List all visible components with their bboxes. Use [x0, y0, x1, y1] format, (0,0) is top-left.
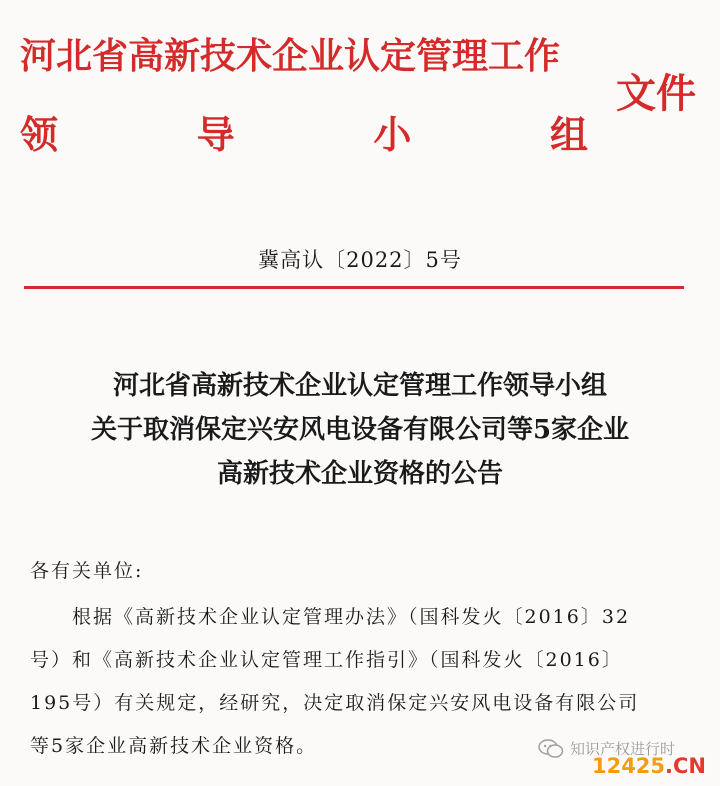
announcement-title [0, 364, 720, 496]
body-line: 195号）有关规定，经研究，决定取消保定兴安风电设备有限公司 [30, 692, 640, 714]
title-line: 高新技术企业资格的公告 [216, 459, 503, 489]
org-char: 导 [196, 113, 235, 157]
watermark-text: 知识产权进行时 [570, 740, 676, 758]
red-divider [24, 286, 684, 289]
issuing-org-line2 [20, 104, 588, 159]
body-line: 根据《高新技术企业认定管理办法》（国科发火〔2016〕32 [72, 606, 631, 628]
document-header [20, 22, 700, 157]
document-type-label: 文件 [616, 71, 696, 117]
title-line: 河北省高新技术企业认定管理工作领导小组 [112, 371, 607, 401]
issuing-org-line1: 河北省高新技术企业认定管理工作 [20, 36, 561, 77]
salutation: 各有关单位: [30, 560, 144, 582]
wechat-icon [538, 739, 564, 759]
body-line: 号）和《高新技术企业认定管理工作指引》（国科发火〔2016〕 [30, 649, 623, 671]
body-line: 等5家企业高新技术企业资格。 [30, 735, 318, 757]
org-char: 领 [20, 113, 59, 157]
document-number: 冀高认〔2022〕5号 [258, 248, 462, 272]
site-logo-tld: .CN [665, 754, 706, 778]
title-line: 关于取消保定兴安风电设备有限公司等5家企业 [90, 415, 630, 445]
site-logo [592, 754, 706, 778]
org-char: 组 [549, 113, 588, 157]
org-char: 小 [373, 113, 412, 157]
site-logo-main: 12425 [591, 754, 666, 778]
